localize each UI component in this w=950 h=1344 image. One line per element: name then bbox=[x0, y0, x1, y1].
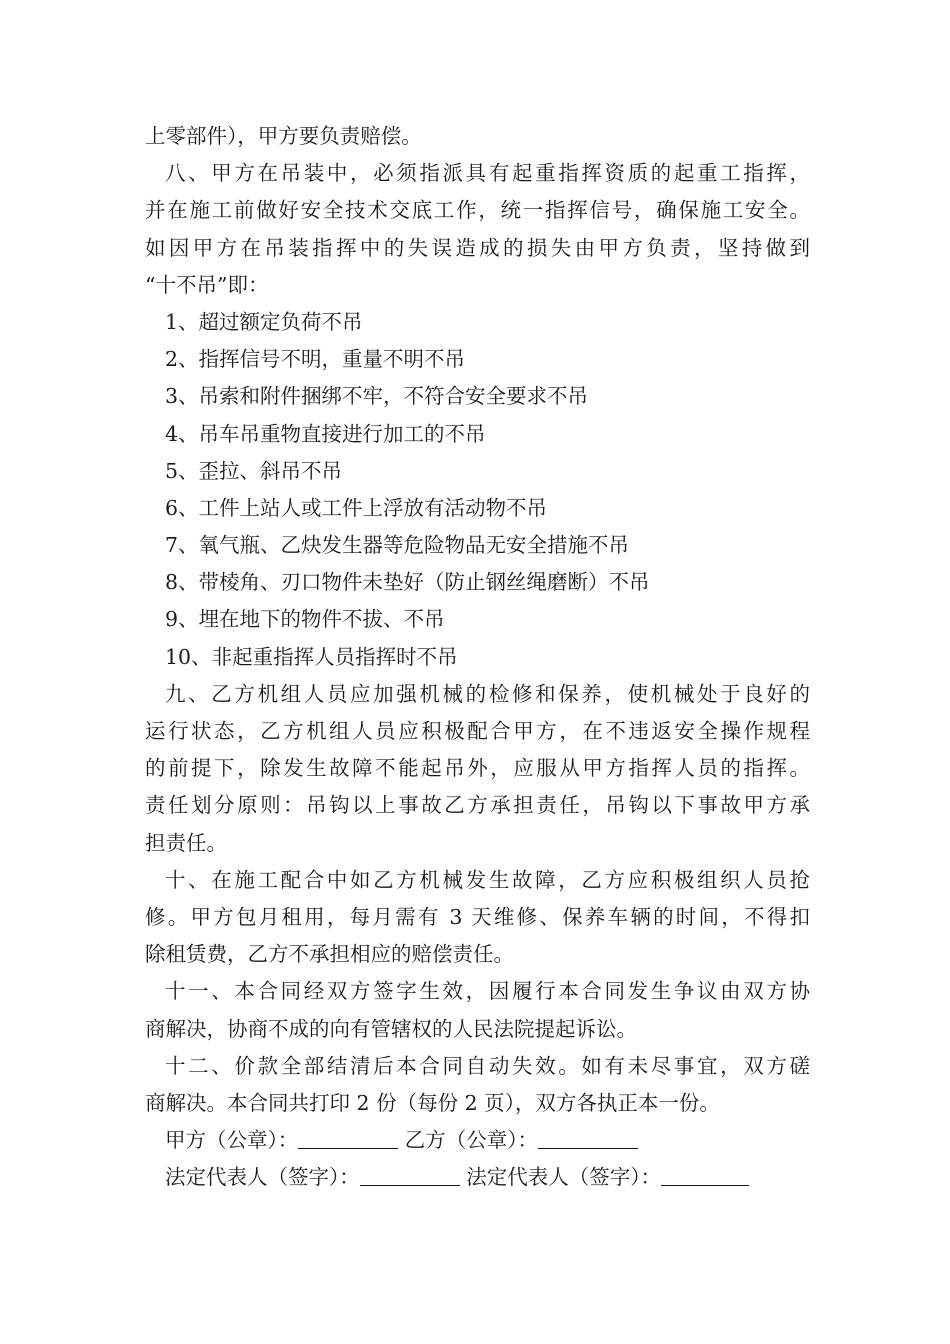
list-item: 6、工件上站人或工件上浮放有活动物不吊 bbox=[165, 495, 548, 520]
clause-9-line: 担责任。 bbox=[145, 830, 227, 855]
clause-8-line: 如因甲方在吊装指挥中的失误造成的损失由甲方负责，坚持做到 bbox=[145, 235, 810, 260]
clause-8-line: “十不吊”即： bbox=[145, 272, 269, 297]
list-item: 8、带棱角、刃口物件未垫好（防止钢丝绳磨断）不吊 bbox=[165, 570, 650, 595]
clause-10-line: 除租赁费，乙方不承担相应的赔偿责任。 bbox=[145, 942, 514, 967]
clause-9-line: 的前提下，除发生故障不能起吊外，应服从甲方指挥人员的指挥。 bbox=[145, 756, 810, 781]
clause-11-line: 十一、本合同经双方签字生效，因履行本合同发生争议由双方协 bbox=[165, 979, 810, 1004]
list-item: 1、超过额定负荷不吊 bbox=[165, 309, 363, 334]
list-item: 2、指挥信号不明，重量不明不吊 bbox=[165, 347, 466, 372]
signature-line-reps bbox=[145, 1159, 810, 1196]
list-item: 9、埋在地下的物件不拔、不吊 bbox=[165, 607, 445, 632]
party-a-seal-blank bbox=[298, 1126, 398, 1149]
rep-b-sign-blank bbox=[661, 1163, 749, 1186]
party-a-seal-label: 甲方（公章）： bbox=[165, 1128, 299, 1153]
party-b-seal-label: 乙方（公章）： bbox=[404, 1128, 539, 1153]
list-item: 4、吊车吊重物直接进行加工的不吊 bbox=[165, 421, 486, 446]
list-item: 7、氧气瓶、乙炔发生器等危险物品无安全措施不吊 bbox=[165, 533, 630, 558]
clause-8-line: 并在施工前做好安全技术交底工作，统一指挥信号，确保施工安全。 bbox=[145, 198, 810, 223]
clause-11-line: 商解决，协商不成的向有管辖权的人民法院提起诉讼。 bbox=[145, 1016, 637, 1041]
rep-a-sign-blank bbox=[360, 1163, 460, 1186]
rep-b-sign-label: 法定代表人（签字）： bbox=[466, 1165, 662, 1190]
contract-page bbox=[145, 118, 810, 1196]
rep-a-sign-label: 法定代表人（签字）： bbox=[165, 1165, 360, 1190]
clause-9-line: 责任划分原则：吊钩以上事故乙方承担责任，吊钩以下事故甲方承 bbox=[145, 793, 810, 818]
clause-12-line: 商解决。本合同共打印 2 份（每份 2 页），双方各执正本一份。 bbox=[145, 1090, 720, 1115]
clause-9-line: 九、乙方机组人员应加强机械的检修和保养，使机械处于良好的 bbox=[165, 681, 810, 706]
text-line: 上零部件），甲方要负责赔偿。 bbox=[145, 124, 422, 148]
clause-10-line: 修。甲方包月租用，每月需有 3 天维修、保养车辆的时间，不得扣 bbox=[145, 904, 810, 929]
clause-12-line: 十二、价款全部结清后本合同自动失效。如有未尽事宜，双方磋 bbox=[165, 1053, 810, 1078]
clause-10-line: 十、在施工配合中如乙方机械发生故障，乙方应积极组织人员抢 bbox=[165, 867, 810, 892]
party-b-seal-blank bbox=[538, 1126, 638, 1149]
clause-8-line: 八、甲方在吊装中，必须指派具有起重指挥资质的起重工指挥， bbox=[165, 161, 810, 186]
signature-line-seals bbox=[145, 1122, 810, 1159]
list-item: 10、非起重指挥人员指挥时不吊 bbox=[165, 644, 458, 669]
list-item: 3、吊索和附件捆绑不牢，不符合安全要求不吊 bbox=[165, 384, 589, 409]
list-item: 5、歪拉、斜吊不吊 bbox=[165, 458, 343, 483]
clause-9-line: 运行状态，乙方机组人员应积极配合甲方，在不违返安全操作规程 bbox=[145, 719, 810, 743]
